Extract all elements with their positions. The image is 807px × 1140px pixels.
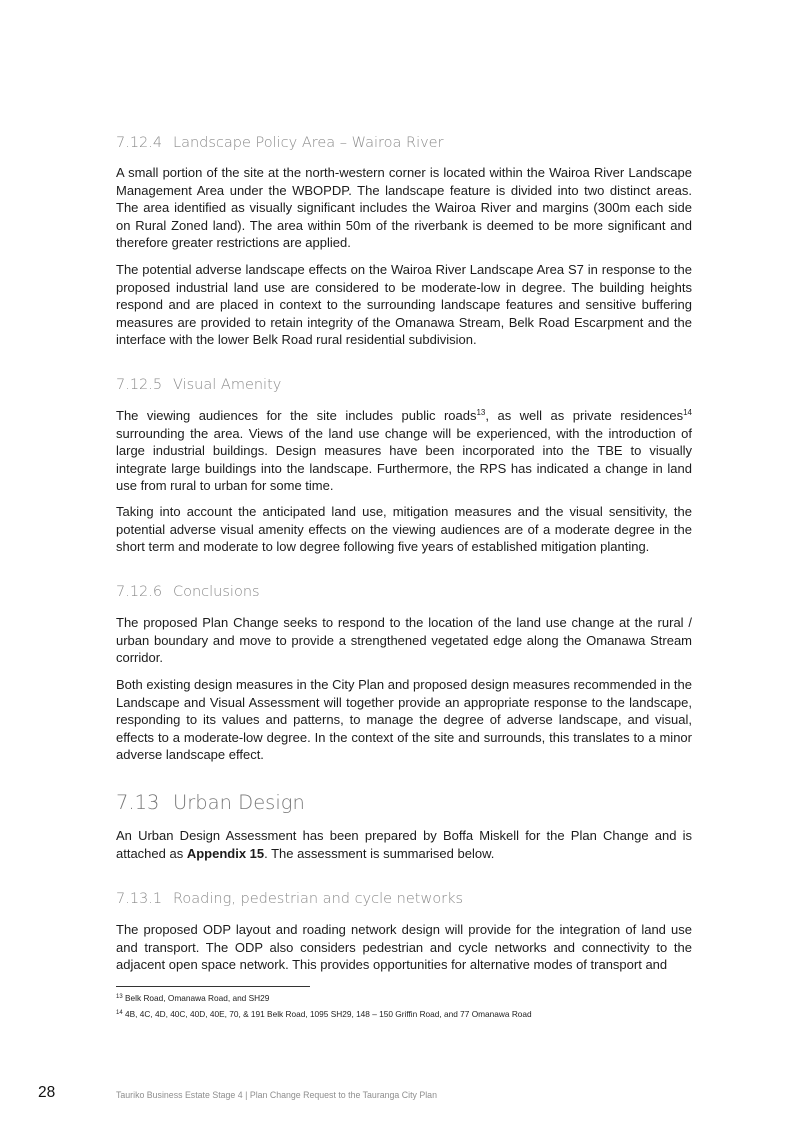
heading-number: 7.12.5 bbox=[116, 377, 163, 393]
heading-number: 7.12.6 bbox=[116, 584, 163, 600]
heading-title: Urban Design bbox=[173, 791, 305, 814]
paragraph: The proposed ODP layout and roading network design will provide for the integration of land use and transport. The ODP also considers pedestrian and cycle networks and connectivity to the adjacent open space network. This provides opportunities for alternative modes of transport and bbox=[116, 922, 692, 973]
footnote-text: 4B, 4C, 4D, 40C, 40D, 40E, 70, & 191 Belk Road, 1095 SH29, 148 – 150 Griffin Road, and 77 Omanawa Road bbox=[125, 1009, 532, 1019]
heading-7-13 bbox=[116, 791, 305, 814]
footnote bbox=[116, 1009, 532, 1019]
appendix-ref: Appendix 15 bbox=[186, 845, 265, 861]
footnote-mark: 13 bbox=[116, 994, 123, 1000]
paragraph: A small portion of the site at the north-western corner is located within the Wairoa River Landscape Management Area under the WBOPDP. The landscape feature is divided into two distinct areas. The area identified as visually significant includes the Wairoa River and margins (300m each side on Rural Zoned land). The area within 50m of the riverbank is deemed to be more significant and therefore greater restrictions are applied. bbox=[116, 165, 692, 251]
heading-7-12-6 bbox=[116, 584, 260, 600]
footnote-mark: 14 bbox=[116, 1010, 123, 1016]
paragraph: Both existing design measures in the City Plan and proposed design measures recommended in the Landscape and Visual Assessment will together provide an appropriate response to the landscape, responding to its values and patterns, to manage the degree of adverse landscape, and visual, effects to a moderate-low degree. In the context of the site and surrounds, this translates to a minor adverse landscape effect. bbox=[116, 677, 692, 763]
footnote-ref: 13 bbox=[476, 408, 486, 417]
page-number: 28 bbox=[38, 1084, 56, 1101]
heading-number: 7.12.4 bbox=[116, 135, 163, 151]
heading-title: Conclusions bbox=[173, 584, 260, 600]
heading-title: Visual Amenity bbox=[173, 377, 282, 393]
paragraph: The potential adverse landscape effects on the Wairoa River Landscape Area S7 in response to the proposed industrial land use are considered to be moderate-low in degree. The building heights respond and are placed in context to the surrounding landscape features and sensitive buffering measures are provided to retain integrity of the Omanawa Stream, Belk Road Escarpment and the interface with the lower Belk Road rural residential subdivision. bbox=[116, 262, 692, 348]
heading-7-12-5 bbox=[116, 377, 281, 393]
text-run: The viewing audiences for the site includes public roads bbox=[116, 408, 477, 423]
heading-7-12-4 bbox=[116, 135, 444, 151]
footnote bbox=[116, 993, 269, 1003]
text-run: . The assessment is summarised below. bbox=[264, 845, 495, 861]
footnote-text: Belk Road, Omanawa Road, and SH29 bbox=[125, 993, 270, 1003]
paragraph bbox=[116, 407, 692, 495]
paragraph bbox=[116, 827, 692, 862]
heading-number: 7.13 bbox=[116, 791, 160, 814]
footnote-divider bbox=[116, 986, 310, 987]
heading-title: Landscape Policy Area – Wairoa River bbox=[173, 135, 444, 151]
heading-7-13-1 bbox=[116, 891, 463, 907]
heading-number: 7.13.1 bbox=[116, 891, 163, 907]
paragraph: The proposed Plan Change seeks to respond to the location of the land use change at the rural / urban boundary and move to provide a strengthened vegetated edge along the Omanawa Stream corridor. bbox=[116, 615, 692, 666]
text-run: , as well as private residences bbox=[485, 408, 684, 423]
footnote-ref: 14 bbox=[683, 408, 692, 417]
text-run: An Urban Design Assessment has been prepared by Boffa Miskell for the Plan Change and is attached as bbox=[116, 828, 692, 861]
text-run: surrounding the area. Views of the land use change will be experienced, with the introduction of large industrial buildings. Design measures have been incorporated into the TBE to visually integrate large buildings into the landscape. Furthermore, the RPS has indicated a change in land use from rural to urban for some time. bbox=[116, 425, 692, 494]
paragraph: Taking into account the anticipated land use, mitigation measures and the visual sensitivity, the potential adverse visual amenity effects on the viewing audiences are of a moderate degree in the short term and moderate to low degree following five years of established mitigation planting. bbox=[116, 504, 692, 555]
footer-text: Tauriko Business Estate Stage 4 | Plan Change Request to the Tauranga City Plan bbox=[116, 1090, 437, 1100]
heading-title: Roading, pedestrian and cycle networks bbox=[173, 891, 464, 907]
